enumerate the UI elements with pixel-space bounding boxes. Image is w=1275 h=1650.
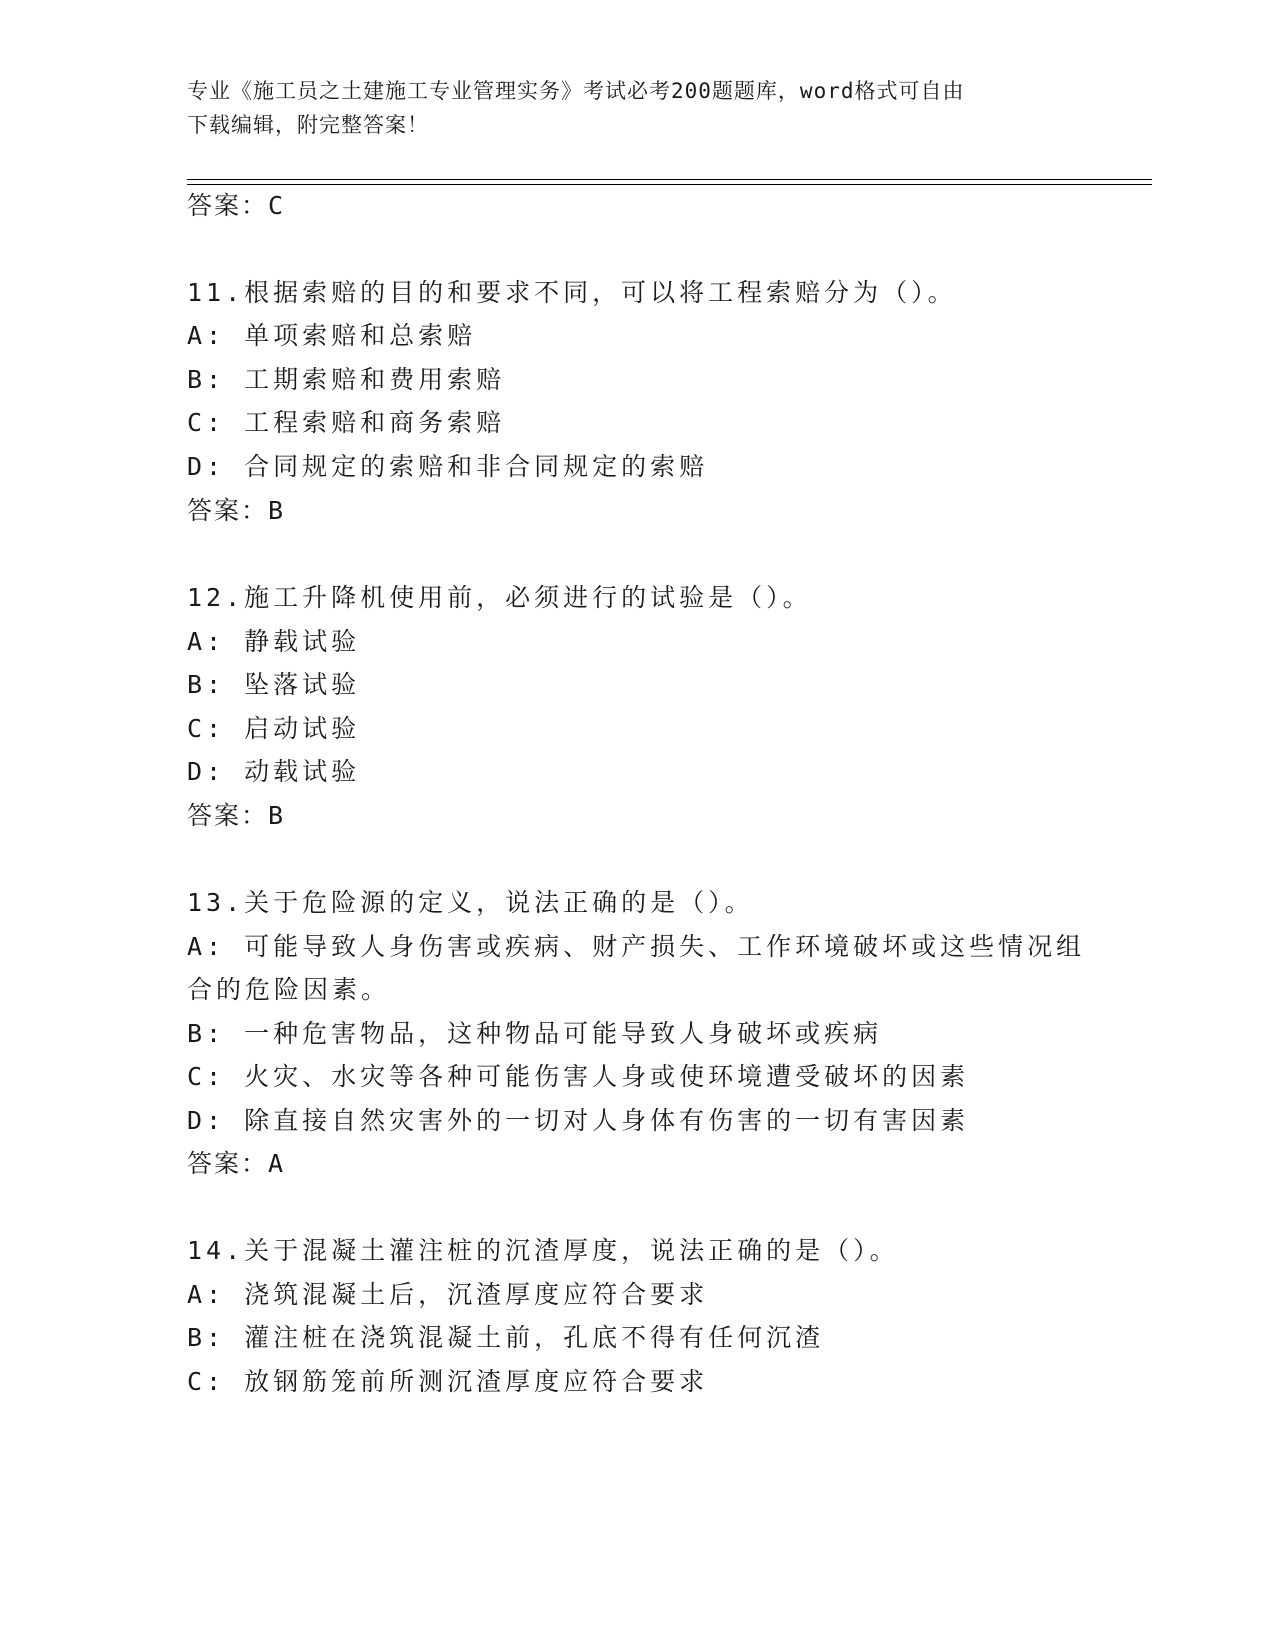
question-stem: 12.施工升降机使用前，必须进行的试验是（）。 <box>187 583 812 612</box>
document-header <box>187 74 1087 142</box>
header-divider-top <box>187 179 1152 180</box>
option-a: A: 单项索赔和总索赔 <box>187 321 477 350</box>
answer-value: A <box>268 1149 286 1178</box>
question-stem: 13.关于危险源的定义，说法正确的是（）。 <box>187 888 754 917</box>
answer-value: B <box>268 801 286 830</box>
header-divider-bottom <box>187 184 1152 185</box>
question-stem: 14.关于混凝土灌注桩的沉渣厚度，说法正确的是（）。 <box>187 1236 899 1265</box>
option-a: A: 静载试验 <box>187 627 361 656</box>
option-b: B: 一种危害物品，这种物品可能导致人身破坏或疾病 <box>187 1019 883 1048</box>
answer-label: 答案： <box>187 496 269 525</box>
option-b: B: 灌注桩在浇筑混凝土前，孔底不得有任何沉渣 <box>187 1323 825 1352</box>
answer-value: C <box>268 191 286 220</box>
question-stem: 11.根据索赔的目的和要求不同，可以将工程索赔分为（）。 <box>187 278 957 307</box>
header-line-2: 下载编辑，附完整答案！ <box>187 113 429 137</box>
option-a: A: 浇筑混凝土后，沉渣厚度应符合要求 <box>187 1280 709 1309</box>
option-d: D: 除直接自然灾害外的一切对人身体有伤害的一切有害因素 <box>187 1106 970 1135</box>
option-d: D: 合同规定的索赔和非合同规定的索赔 <box>187 452 709 481</box>
option-c: C: 工程索赔和商务索赔 <box>187 408 506 437</box>
answer-label: 答案： <box>187 1149 269 1178</box>
answer-line <box>187 798 285 834</box>
option-b: B: 工期索赔和费用索赔 <box>187 365 506 394</box>
header-line-1: 专业《施工员之土建施工专业管理实务》考试必考200题题库，word格式可自由 <box>187 79 965 103</box>
answer-line <box>187 188 285 224</box>
option-c: C: 火灾、水灾等各种可能伤害人身或使环境遭受破坏的因素 <box>187 1062 970 1091</box>
option-c: C: 启动试验 <box>187 714 361 743</box>
option-d: D: 动载试验 <box>187 757 361 786</box>
answer-line <box>187 493 285 529</box>
answer-line <box>187 1146 285 1182</box>
answer-label: 答案： <box>187 191 269 220</box>
option-a-continued: 合的危险因素。 <box>187 975 391 1004</box>
option-c: C: 放钢筋笼前所测沉渣厚度应符合要求 <box>187 1367 709 1396</box>
option-b: B: 坠落试验 <box>187 670 361 699</box>
answer-value: B <box>268 496 286 525</box>
answer-label: 答案： <box>187 801 269 830</box>
option-a: A: 可能导致人身伤害或疾病、财产损失、工作环境破坏或这些情况组 <box>187 932 1086 961</box>
